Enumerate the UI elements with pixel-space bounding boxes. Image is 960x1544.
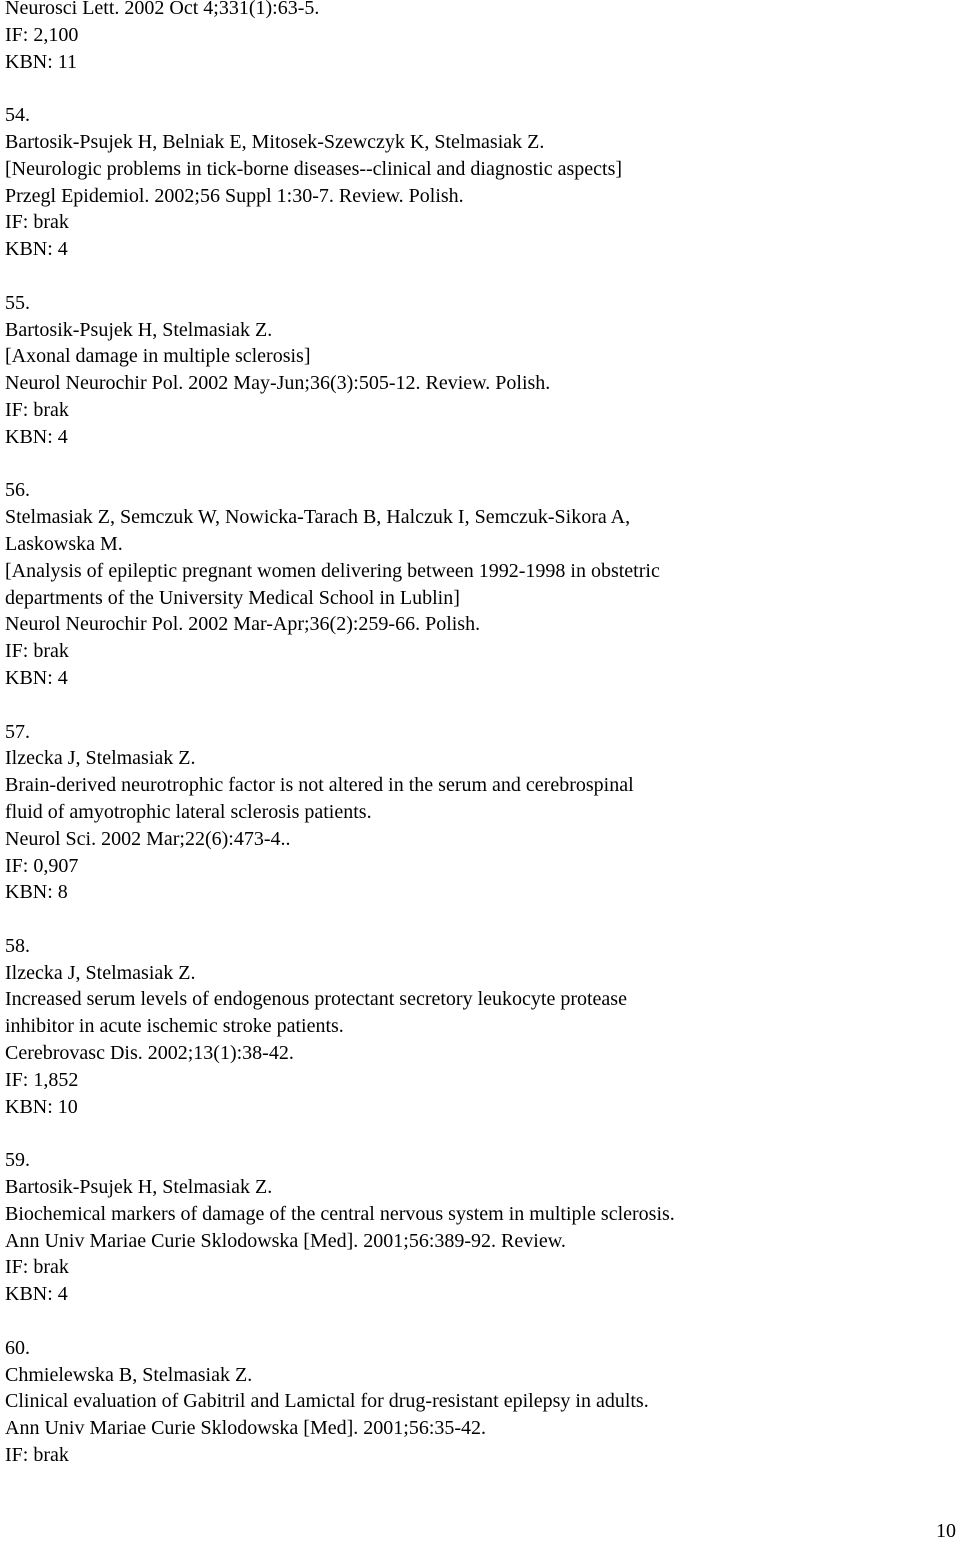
entry-spacer xyxy=(5,263,945,290)
entry-spacer xyxy=(5,1308,945,1335)
entry-number: 59. xyxy=(5,1149,30,1172)
kbn-score-line: KBN: 4 xyxy=(5,1283,68,1306)
journal-line: Neurol Neurochir Pol. 2002 Mar-Apr;36(2):259-66. Polish. xyxy=(5,613,481,636)
entry-spacer xyxy=(5,451,945,478)
title-line: Increased serum levels of endogenous protectant secretory leukocyte protease xyxy=(5,988,627,1011)
authors-line: Ilzecka J, Stelmasiak Z. xyxy=(5,961,196,984)
title-line: Brain-derived neurotrophic factor is not altered in the serum and cerebrospinal xyxy=(5,774,634,797)
entry-number: 57. xyxy=(5,720,30,743)
kbn-score-line: KBN: 11 xyxy=(5,50,78,73)
entry-number: 58. xyxy=(5,934,30,957)
kbn-score-line: KBN: 10 xyxy=(5,1095,78,1118)
kbn-score-line: KBN: 4 xyxy=(5,238,68,261)
entry-number: 55. xyxy=(5,291,30,314)
impact-factor-line: IF: brak xyxy=(5,640,69,663)
impact-factor-line: IF: 0,907 xyxy=(5,854,79,877)
authors-line: Bartosik-Psujek H, Stelmasiak Z. xyxy=(5,318,273,341)
journal-line: Ann Univ Mariae Curie Sklodowska [Med]. 2001;56:389-92. Review. xyxy=(5,1229,566,1252)
journal-line: Neurosci Lett. 2002 Oct 4;331(1):63-5. xyxy=(5,0,320,19)
impact-factor-line: IF: brak xyxy=(5,1256,69,1279)
title-line: Clinical evaluation of Gabitril and Lamictal for drug-resistant epilepsy in adults. xyxy=(5,1390,649,1413)
journal-line: Neurol Sci. 2002 Mar;22(6):473-4.. xyxy=(5,827,291,850)
impact-factor-line: IF: 1,852 xyxy=(5,1068,79,1091)
title-line: [Neurologic problems in tick-borne diseases--clinical and diagnostic aspects] xyxy=(5,157,623,180)
title-line: [Axonal damage in multiple sclerosis] xyxy=(5,345,311,368)
authors-line: Bartosik-Psujek H, Belniak E, Mitosek-Szewczyk K, Stelmasiak Z. xyxy=(5,130,545,153)
journal-line: Neurol Neurochir Pol. 2002 May-Jun;36(3):505-12. Review. Polish. xyxy=(5,372,551,395)
journal-line: Przegl Epidemiol. 2002;56 Suppl 1:30-7. Review. Polish. xyxy=(5,184,464,207)
kbn-score-line: KBN: 8 xyxy=(5,881,68,904)
title-line: fluid of amyotrophic lateral sclerosis patients. xyxy=(5,800,372,823)
authors-line: Bartosik-Psujek H, Stelmasiak Z. xyxy=(5,1176,273,1199)
reference-entry-59 xyxy=(5,1147,945,1308)
page-number: 10 xyxy=(936,1520,956,1542)
title-line: Biochemical markers of damage of the central nervous system in multiple sclerosis. xyxy=(5,1202,675,1225)
journal-line: Ann Univ Mariae Curie Sklodowska [Med]. 2001;56:35-42. xyxy=(5,1417,487,1440)
title-line: departments of the University Medical School in Lublin] xyxy=(5,586,460,609)
title-line: [Analysis of epileptic pregnant women delivering between 1992-1998 in obstetric xyxy=(5,559,660,582)
reference-entry-56 xyxy=(5,477,945,691)
entry-number: 60. xyxy=(5,1336,30,1359)
entry-spacer xyxy=(5,1120,945,1147)
reference-entry-57 xyxy=(5,719,945,907)
authors-line: Ilzecka J, Stelmasiak Z. xyxy=(5,747,196,770)
entry-spacer xyxy=(5,906,945,933)
journal-line: Cerebrovasc Dis. 2002;13(1):38-42. xyxy=(5,1042,294,1065)
impact-factor-line: IF: brak xyxy=(5,1444,69,1467)
reference-entry-58 xyxy=(5,933,945,1121)
reference-entry-54 xyxy=(5,102,945,263)
authors-line: Chmielewska B, Stelmasiak Z. xyxy=(5,1363,253,1386)
kbn-score-line: KBN: 4 xyxy=(5,425,68,448)
reference-entry-55 xyxy=(5,290,945,451)
entry-spacer xyxy=(5,692,945,719)
reference-entry-60 xyxy=(5,1335,945,1469)
document-body xyxy=(5,0,945,1469)
impact-factor-line: IF: brak xyxy=(5,398,69,421)
impact-factor-line: IF: 2,100 xyxy=(5,23,79,46)
reference-entry-continued xyxy=(5,0,945,75)
kbn-score-line: KBN: 4 xyxy=(5,666,68,689)
impact-factor-line: IF: brak xyxy=(5,211,69,234)
authors-line: Stelmasiak Z, Semczuk W, Nowicka-Tarach B, Halczuk I, Semczuk-Sikora A, xyxy=(5,506,631,529)
authors-line: Laskowska M. xyxy=(5,532,123,555)
entry-number: 56. xyxy=(5,479,30,502)
entry-spacer xyxy=(5,75,945,102)
title-line: inhibitor in acute ischemic stroke patients. xyxy=(5,1015,344,1038)
entry-number: 54. xyxy=(5,104,30,127)
